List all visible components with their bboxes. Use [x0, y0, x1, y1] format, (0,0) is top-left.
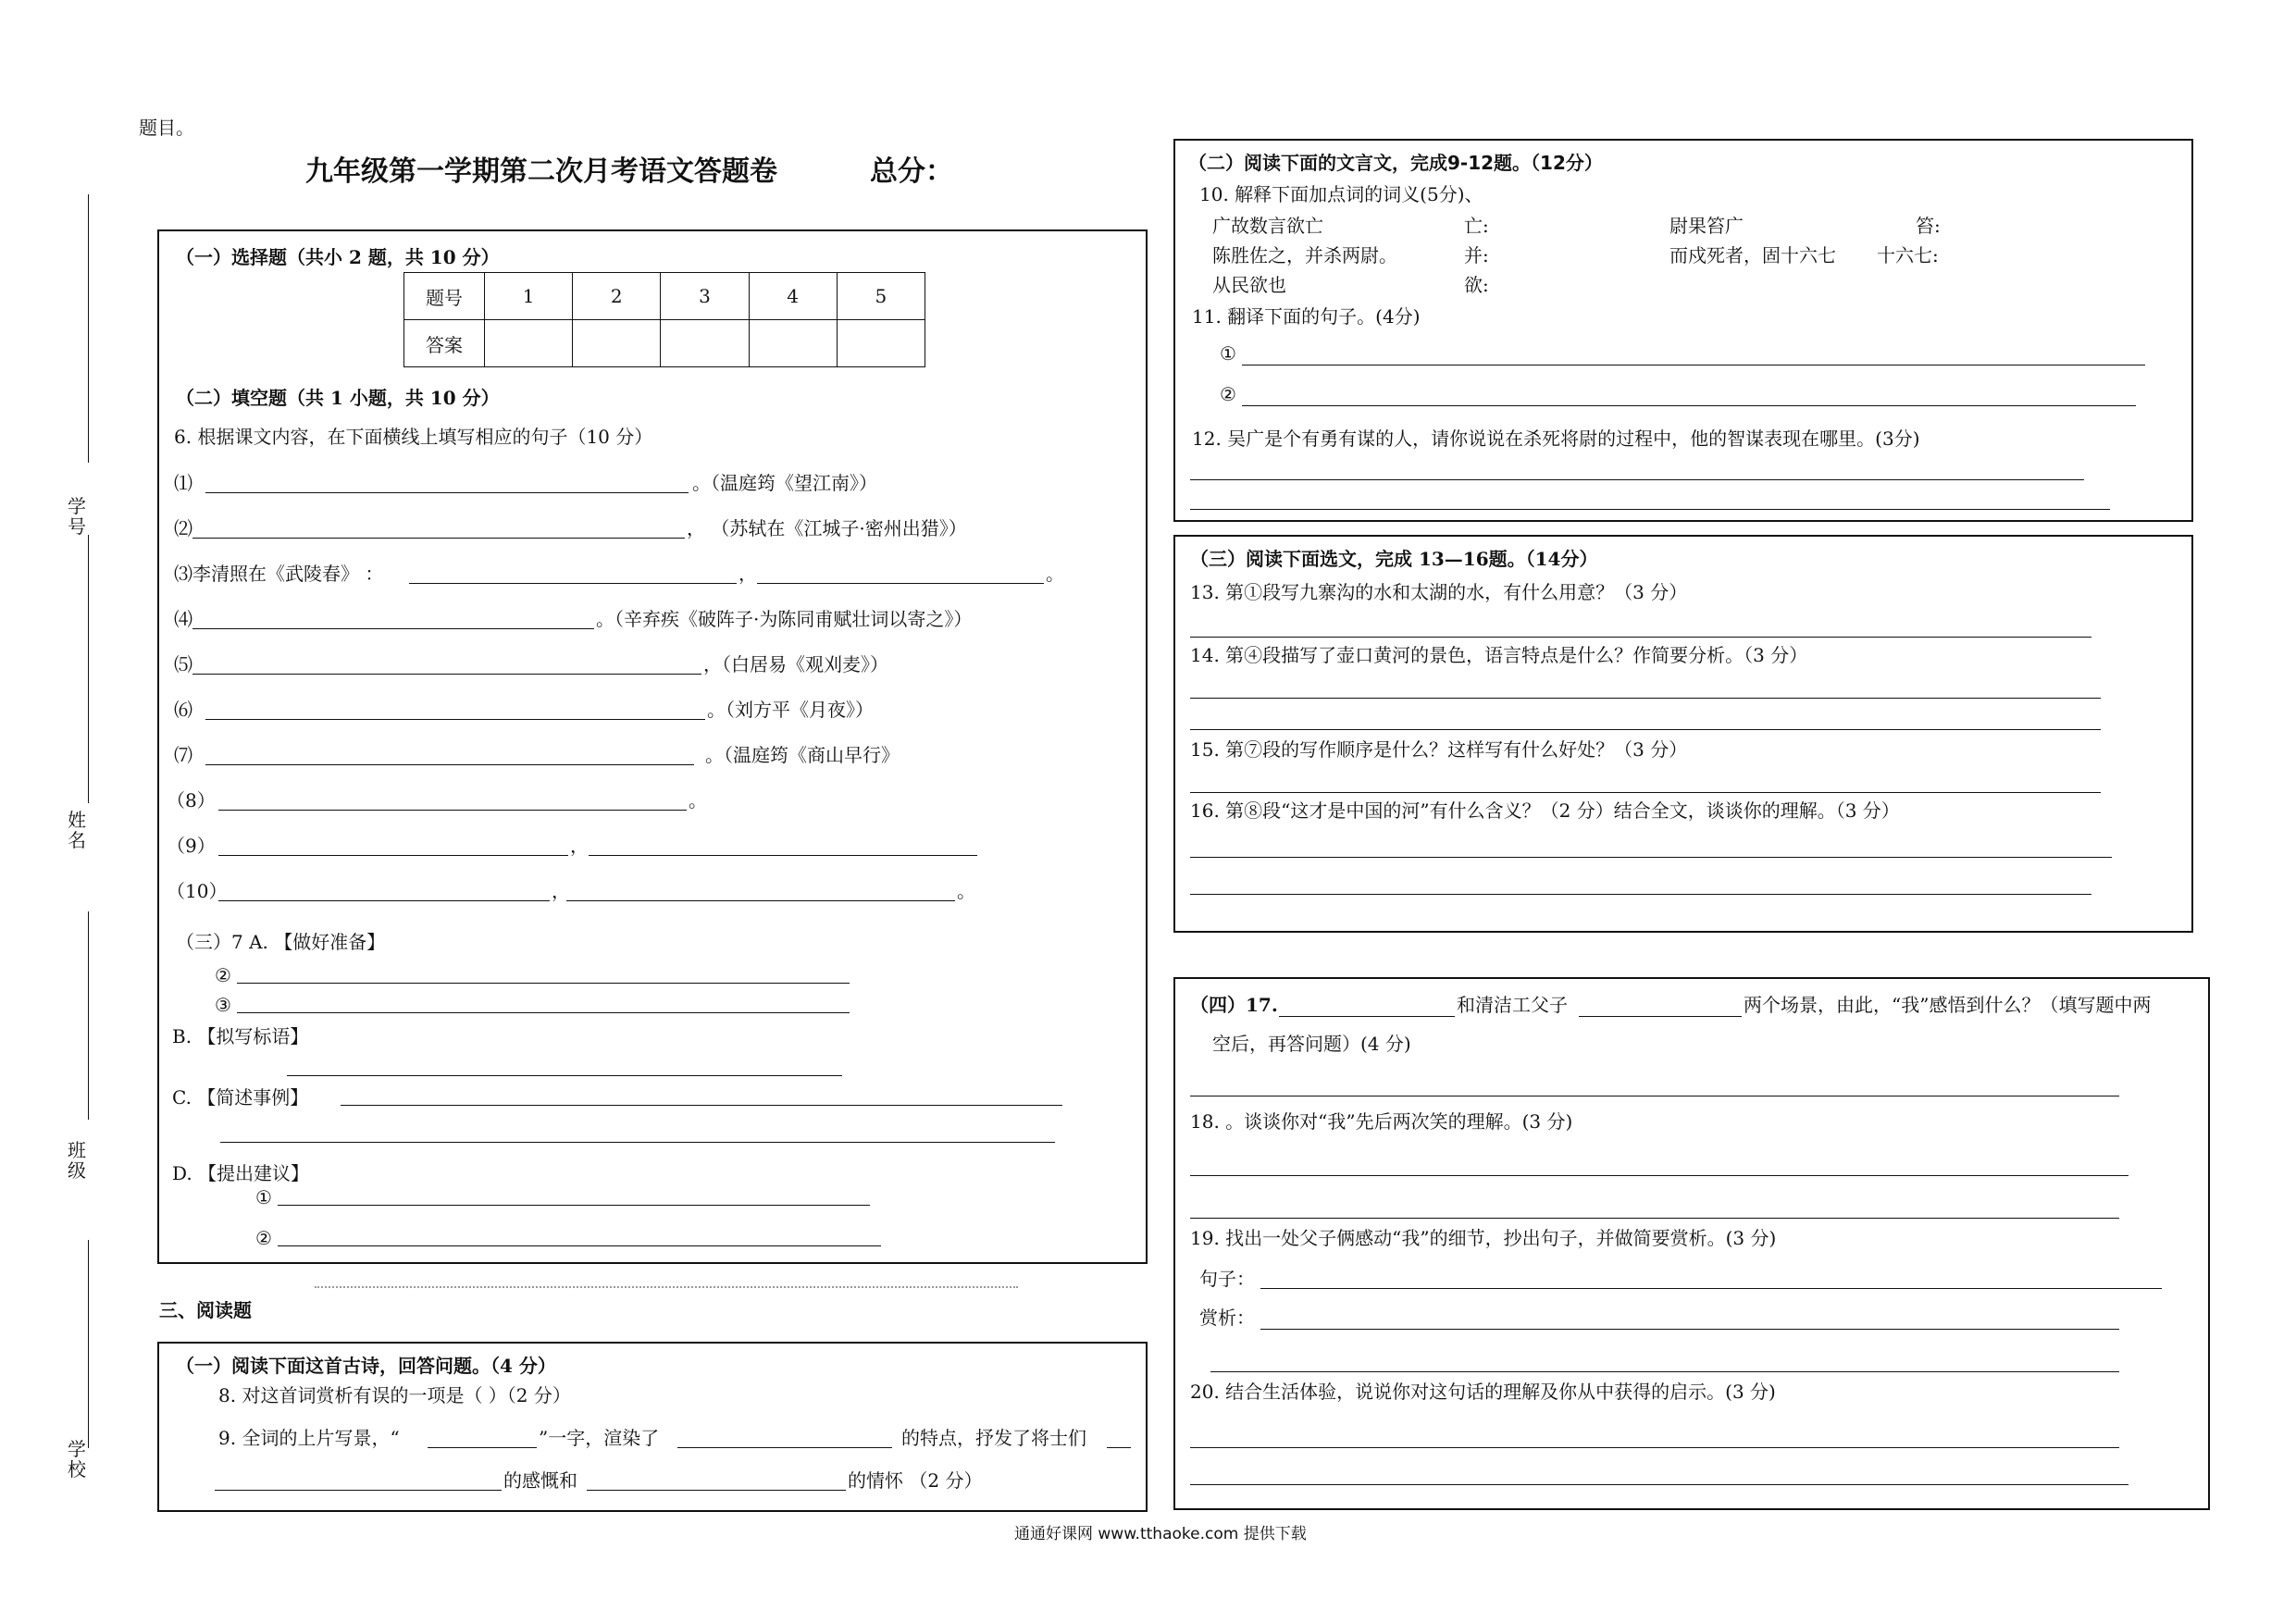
answer-line[interactable] [1190, 729, 2101, 730]
question-9-part-a: 9. 全词的上片写景，“ [218, 1427, 400, 1449]
answer-line[interactable] [428, 1447, 537, 1448]
binding-line [88, 535, 89, 803]
classical-section-title: （二）阅读下面的文言文，完成9-12题。（12分） [1188, 152, 1603, 174]
q7-c-label: C. 【简述事例】 [172, 1086, 309, 1109]
q7-b-label: B. 【拟写标语】 [172, 1025, 309, 1047]
answer-line[interactable] [205, 492, 689, 493]
answer-line[interactable] [1190, 894, 2091, 895]
question-17-text: 两个场景，由此，“我”感悟到什么？（填写题中两 [1744, 994, 2152, 1016]
binding-line [88, 1240, 89, 1448]
word-label: 并: [1464, 244, 1489, 266]
total-score-label: 总分： [870, 155, 953, 188]
answer-cell[interactable] [749, 320, 837, 367]
q7-d-label: D. 【提出建议】 [172, 1162, 310, 1184]
answer-line[interactable] [192, 538, 685, 539]
answer-line[interactable] [278, 1245, 881, 1246]
answer-line[interactable] [1190, 637, 2091, 638]
answer-line[interactable] [1190, 509, 2110, 510]
question-15: 15. 第⑦段的写作顺序是什么？这样写有什么好处？（3 分） [1190, 738, 1688, 761]
fill-prefix: ⑴ [174, 472, 192, 494]
word-phrase: 陈胜佐之，并杀两尉。 [1212, 244, 1397, 266]
answer-line[interactable] [1190, 857, 2112, 858]
answer-line[interactable] [1260, 1288, 2162, 1289]
fill-prefix: ⑷ [174, 608, 192, 630]
answer-line[interactable] [1579, 1016, 1742, 1017]
fill-prefix: ⑵ [174, 517, 192, 539]
answer-line[interactable] [409, 583, 737, 584]
question-18: 18. 。谈谈你对“我”先后两次笑的理解。(3 分) [1190, 1110, 1573, 1133]
answer-line[interactable] [1107, 1447, 1131, 1448]
fill-prefix: ⑹ [174, 699, 192, 721]
table-row-label: 题号 [404, 273, 485, 320]
section-choice-fill-box [157, 229, 1148, 1264]
answer-line[interactable] [205, 764, 694, 765]
q11-item-2: ② [1220, 383, 1236, 405]
question-14: 14. 第④段描写了壶口黄河的景色，语言特点是什么？作简要分析。（3 分） [1190, 644, 1808, 666]
answer-line[interactable] [278, 1205, 870, 1206]
fill-prefix: （9） [167, 835, 216, 857]
answer-line[interactable] [1190, 1447, 2119, 1448]
fill-source: 。（辛弃疾《破阵子·为陈同甫赋壮词以寄之》） [596, 608, 973, 630]
fill-prefix: ⑺ [174, 744, 192, 766]
question-12: 12. 吴广是个有勇有谋的人，请你说说在杀死将尉的过程中，他的智谋表现在哪里。(3分) [1192, 427, 1920, 450]
binding-line [88, 911, 89, 1120]
student-id-label: 学号 [68, 495, 86, 538]
answer-line[interactable] [218, 855, 568, 856]
q11-item-1: ① [1220, 342, 1236, 365]
question-9-part-c: 的特点，抒发了将士们 [901, 1427, 1086, 1449]
footer-credit: 通通好课网 www.tthaoke.com 提供下载 [1014, 1525, 1307, 1543]
fill-period: 。 [689, 789, 707, 812]
fill-prefix: ⑶李清照在《武陵春》 ： [174, 563, 384, 585]
word-phrase: 尉果笞广 [1669, 215, 1744, 237]
answer-line[interactable] [215, 1490, 502, 1491]
answer-line[interactable] [1190, 1484, 2128, 1485]
question-8: 8. 对这首词赏析有误的一项是（ ）（2 分） [218, 1384, 571, 1406]
question-20: 20. 结合生活体验，说说你对这句话的理解及你从中获得的启示。(3 分) [1190, 1381, 1776, 1403]
fill-comma: ， [552, 880, 570, 902]
table-cell-number: 3 [661, 273, 749, 320]
reading-section-title: 三、阅读题 [159, 1299, 252, 1321]
fill-source: 。（温庭筠《望江南》） [692, 472, 877, 494]
answer-line[interactable] [220, 1142, 1055, 1143]
question-16: 16. 第⑧段“这才是中国的河”有什么含义？（2 分）结合全文，谈谈你的理解。（3 分） [1190, 799, 1900, 822]
word-phrase: 而戍死者，固十六七 [1669, 244, 1836, 266]
answer-line[interactable] [566, 900, 955, 901]
table-cell-number: 5 [837, 273, 925, 320]
answer-line[interactable] [205, 719, 705, 720]
fill-prefix: （10） [167, 880, 228, 902]
top-note: 题目。 [139, 117, 194, 139]
answer-line[interactable] [287, 1075, 842, 1076]
question-17-text-cont: 空后，再答问题）(4 分) [1212, 1033, 1411, 1055]
answer-line[interactable] [1279, 1016, 1455, 1017]
question-9-part-e: 的情怀 （2 分） [848, 1469, 983, 1492]
choice-section-title: （一）选择题（共小 2 题，共 10 分） [176, 246, 500, 268]
answer-line[interactable] [587, 1490, 846, 1491]
answer-cell[interactable] [661, 320, 749, 367]
question-9-part-d: 的感慨和 [503, 1469, 577, 1492]
classical-section-box [1173, 139, 2193, 522]
fill-section-title: （二）填空题（共 1 小题，共 10 分） [176, 387, 500, 409]
modern-section-box [1173, 535, 2193, 933]
question-9-part-b: ”一字，渲染了 [539, 1427, 660, 1449]
fill-period: 。 [1046, 563, 1064, 585]
fill-prefix: ⑸ [174, 653, 192, 675]
fourth-section-box [1173, 977, 2210, 1510]
poem-section-box [157, 1342, 1148, 1512]
word-phrase: 广故数言欲亡 [1212, 215, 1323, 237]
table-row-label: 答案 [404, 320, 485, 367]
question-17-mid: 和清洁工父子 [1457, 994, 1568, 1016]
question-11: 11. 翻译下面的句子。(4分) [1192, 305, 1421, 328]
answer-cell[interactable] [485, 320, 573, 367]
answer-line[interactable] [218, 810, 687, 811]
answer-line[interactable] [192, 674, 701, 675]
word-label: 笞: [1916, 215, 1941, 237]
class-label: 班级 [68, 1139, 86, 1182]
q19-sentence-label: 句子： [1199, 1268, 1255, 1290]
fill-source: ，（白居易《观刈麦》） [703, 653, 888, 675]
word-label: 亡: [1464, 215, 1489, 237]
table-cell-number: 1 [485, 273, 573, 320]
fill-prefix: （8） [167, 789, 216, 812]
fill-source: ， （苏轼在《江城子·密州出猎》） [687, 517, 967, 539]
answer-line[interactable] [1190, 479, 2084, 480]
word-label: 十六七: [1877, 244, 1939, 266]
dotted-divider [315, 1286, 1018, 1288]
q7-d2: ② [255, 1227, 272, 1249]
answer-line[interactable] [1260, 1329, 2119, 1330]
q7-a2: ② [215, 964, 231, 986]
answer-cell[interactable] [837, 320, 925, 367]
question-10: 10. 解释下面加点词的词义(5分)、 [1199, 183, 1483, 205]
answer-line[interactable] [1242, 405, 2136, 406]
fill-source: 。（刘方平《月夜》） [707, 699, 874, 721]
binding-line [88, 194, 89, 463]
word-phrase: 从民欲也 [1212, 274, 1286, 296]
answer-line[interactable] [1190, 698, 2101, 699]
word-label: 欲: [1464, 274, 1489, 296]
answer-line[interactable] [218, 900, 550, 901]
question-17-prefix: （四）17. [1190, 994, 1278, 1016]
q7-d1: ① [255, 1186, 272, 1208]
fill-comma: ， [738, 563, 757, 585]
answer-line[interactable] [237, 983, 850, 984]
question-19: 19. 找出一处父子俩感动“我”的细节，抄出句子，并做简要赏析。(3 分) [1190, 1227, 1777, 1249]
answer-line[interactable] [1190, 1218, 2119, 1219]
answer-line[interactable] [1190, 1175, 2128, 1176]
table-cell-number: 4 [749, 273, 837, 320]
fill-source: 。（温庭筠《商山早行》 [705, 744, 900, 766]
answer-line[interactable] [192, 628, 594, 629]
poem-section-title: （一）阅读下面这首古诗，回答问题。（4 分） [176, 1355, 556, 1377]
school-label: 学校 [68, 1438, 86, 1481]
answer-line[interactable] [589, 855, 977, 856]
answer-line[interactable] [677, 1447, 892, 1448]
page-title: 九年级第一学期第二次月考语文答题卷 [305, 155, 777, 188]
student-name-label: 姓名 [68, 809, 86, 851]
answer-line[interactable] [757, 583, 1044, 584]
fill-comma: ， [570, 835, 589, 857]
fill-period: 。 [957, 880, 975, 902]
answer-line[interactable] [1190, 792, 2101, 793]
q7-a-label: （三）7 A. 【做好准备】 [176, 931, 386, 953]
question-13: 13. 第①段写九寨沟的水和太湖的水，有什么用意？（3 分） [1190, 581, 1688, 603]
question-6: 6. 根据课文内容，在下面横线上填写相应的句子（10 分） [174, 426, 653, 448]
answer-line[interactable] [237, 1012, 850, 1013]
answer-cell[interactable] [573, 320, 661, 367]
modern-section-title: （三）阅读下面选文，完成 13—16题。（14分） [1190, 548, 1598, 570]
answer-line[interactable] [341, 1105, 1062, 1106]
table-cell-number: 2 [573, 273, 661, 320]
answer-line[interactable] [1210, 1371, 2119, 1372]
q19-appreciation-label: 赏析： [1199, 1307, 1255, 1329]
q7-a3: ③ [215, 994, 231, 1016]
answer-table [403, 272, 925, 367]
